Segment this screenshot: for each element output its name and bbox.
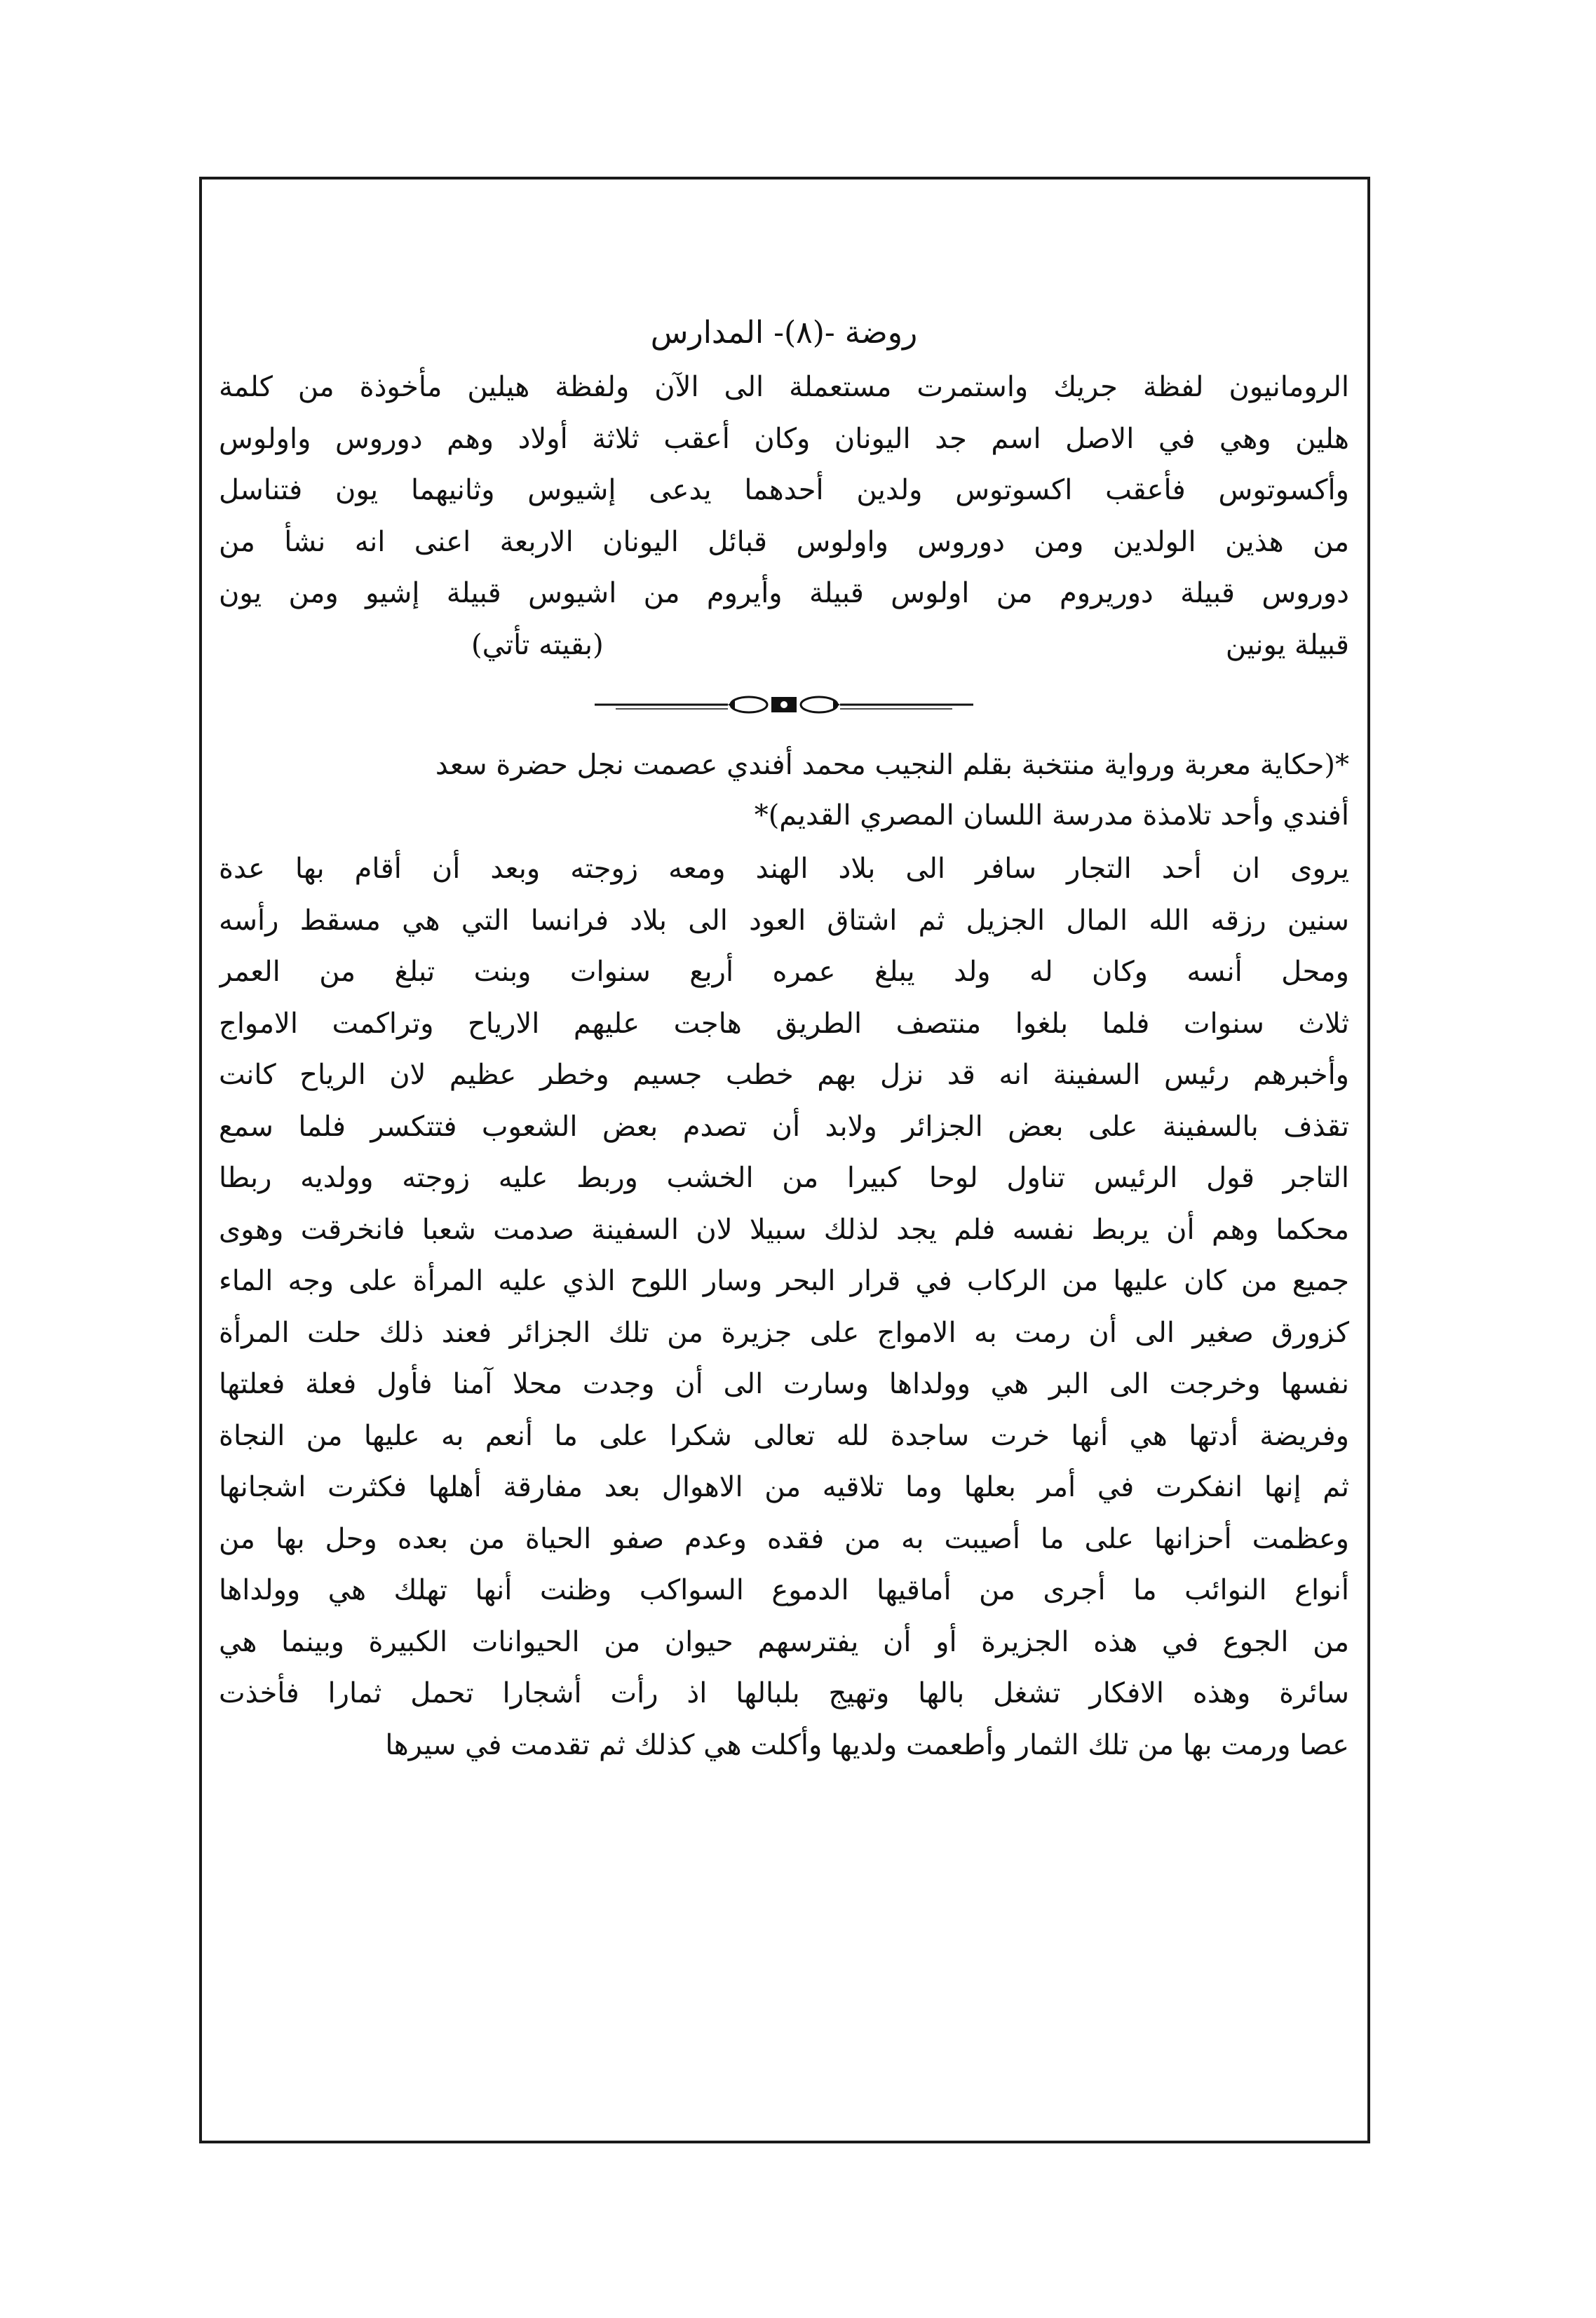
page-header: روضة -(٨)- المدارس xyxy=(650,315,918,351)
section-continued-article xyxy=(219,362,1349,671)
text-line-last: عصا ورمت بها من تلك الثمار وأطعمت ولديها وأكلت هي كذلك ثم تقدمت في سيرها xyxy=(385,1728,1349,1761)
text-line: الرومانيون لفظة جريك واستمرت مستعملة الى الآن ولفظة هيلين مأخوذة من كلمة xyxy=(219,371,1349,403)
text-line-last: قبيلة يونين xyxy=(1225,628,1349,661)
ornamental-divider xyxy=(219,684,1349,726)
text-line: وعظمت أحزانها على ما أصيبت به من فقده وعدم صفو الحياة من بعده وحل بها من xyxy=(219,1522,1349,1555)
text-line: من الجوع في هذه الجزيرة أو أن يفترسهم حيوان من الحيوانات الكبيرة وبينما هي xyxy=(219,1625,1349,1658)
text-line: كزورق صغير الى أن رمت به الامواج على جزيرة من تلك الجزائر فعند ذلك حلت المرأة xyxy=(219,1316,1349,1349)
page-content xyxy=(219,309,1349,1771)
text-line: دوروس قبيلة دوريروم من اولوس قبيلة وأيروم من اشيوس قبيلة إشيو ومن يون xyxy=(219,577,1349,609)
text-line: نفسها وخرجت الى البر هي وولداها وسارت الى أن وجدت محلا آمنا فأول فعلة فعلتها xyxy=(219,1368,1349,1400)
text-line: هلين وهي في الاصل اسم جد اليونان وكان أعقب ثلاثة أولاد وهم دوروس واولوس xyxy=(219,422,1349,455)
text-line: أنواع النوائب ما أجرى من أماقيها الدموع السواكب وظنت أنها تهلك هي وولداها xyxy=(219,1574,1349,1606)
text-line: محكما وهم أن يربط نفسه فلم يجد لذلك سبيلا لان السفينة صدمت شعبا فانخرقت وهوى xyxy=(219,1213,1349,1246)
text-line: التاجر قول الرئيس تناول لوحا كبيرا من الخشب وربط عليه زوجته وولديه ربطا xyxy=(219,1162,1349,1194)
text-line: ثم إنها انفكرت في أمر بعلها وما تلاقيه من الاهوال بعد مفارقة أهلها فكثرت اشجانها xyxy=(219,1471,1349,1503)
text-line: ومحل أنسه وكان له ولد يبلغ عمره أربع سنوات وبنت تبلغ من العمر xyxy=(219,956,1349,988)
story-title-line: أفندي وأحد تلامذة مدرسة اللسان المصري القديم)* xyxy=(754,799,1349,832)
text-line: وفريضة أدتها هي أنها خرت ساجدة لله تعالى شكرا على ما أنعم به عليها من النجاة xyxy=(219,1419,1349,1452)
text-line: من هذين الولدين ومن دوروس واولوس قبائل اليونان الاربعة اعنى انه نشأ من xyxy=(219,525,1349,558)
text-line: ثلاث سنوات فلما بلغوا منتصف الطريق هاجت عليهم الارياح وتراكمت الامواج xyxy=(219,1007,1349,1040)
text-line: وأكسوتوس فأعقب اكسوتوس ولدين أحدهما يدعى إشيوس وثانيهما يون فتناسل xyxy=(219,474,1349,506)
text-line: تقذف بالسفينة على بعض الجزائر ولابد أن تصدم بعض الشعوب فتتكسر فلما سمع xyxy=(219,1110,1349,1143)
text-line: جميع من كان عليها من الركاب في قرار البحر وسار اللوح الذي عليه المرأة على وجه الماء xyxy=(219,1265,1349,1297)
section-story xyxy=(219,740,1349,1771)
text-line: سنين رزقه الله المال الجزيل ثم اشتاق العود الى بلاد فرانسا التي هي مسقط رأسه xyxy=(219,904,1349,937)
closing-row xyxy=(219,620,1349,672)
story-title-line: *(حكاية معربة ورواية منتخبة بقلم النجيب محمد أفندي عصمت نجل حضرة سعد xyxy=(435,749,1349,781)
text-line: وأخبرهم رئيس السفينة انه قد نزل بهم خطب جسيم وخطر عظيم لان الرياح كانت xyxy=(219,1059,1349,1091)
ornament-rule-icon xyxy=(588,691,980,719)
text-line: سائرة وهذه الافكار تشغل بالها وتهيج بلبالها اذ رأت أشجارا تحمل ثمارا فأخذت xyxy=(219,1677,1349,1709)
text-line: يروى ان أحد التجار سافر الى بلاد الهند ومعه زوجته وبعد أن أقام بها عدة xyxy=(219,853,1349,885)
continued-note: (بقيته تأتي) xyxy=(471,628,604,661)
